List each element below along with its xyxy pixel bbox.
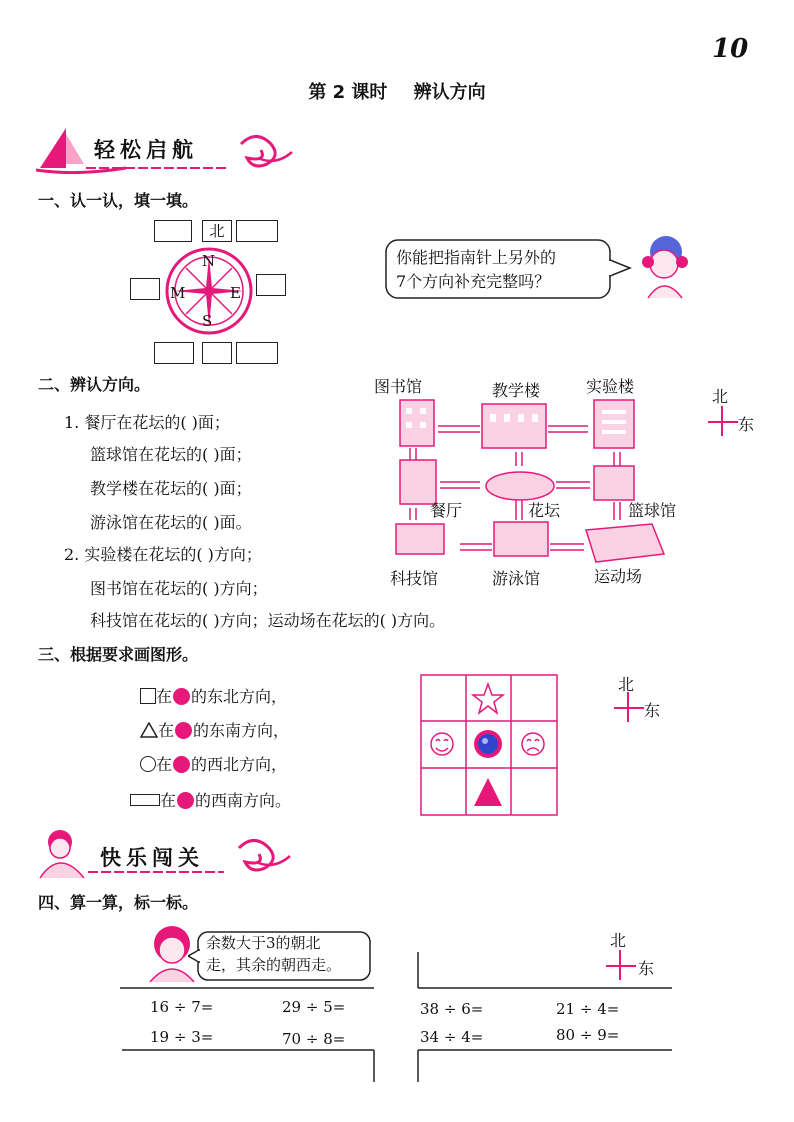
calc-19-div-3: 19 ÷ 3= [150, 1028, 214, 1046]
map-label-teaching: 教学楼 [492, 381, 541, 400]
q2-line-4: 游泳馆在花坛的( )面。 [90, 513, 252, 532]
direction-box-nw[interactable] [154, 220, 192, 242]
star-icon [473, 684, 503, 713]
drawing-grid[interactable] [420, 674, 558, 816]
rectangle-shape-icon [130, 794, 160, 806]
calc-80-div-9: 80 ÷ 9= [556, 1026, 620, 1044]
calc-34-div-4: 34 ÷ 4= [420, 1028, 484, 1046]
direction-box-east[interactable] [256, 274, 286, 296]
compass-e: E [230, 284, 241, 302]
calc-70-div-8: 70 ÷ 8= [282, 1030, 346, 1048]
center-dot-icon [177, 792, 194, 809]
banner-easy-start: 轻松启航 [94, 138, 198, 162]
q3-item-rectangle: 在 的西南方向。 [130, 788, 291, 811]
compass-n: N [202, 252, 216, 270]
pool-building-icon [494, 522, 548, 556]
q4-answer-lines [118, 950, 678, 1086]
page-number: 10 [712, 34, 749, 64]
lesson-number: 第 2 课时 [308, 82, 388, 103]
flower-bed-icon [486, 472, 554, 500]
direction-box-se[interactable] [236, 342, 278, 364]
calc-38-div-6: 38 ÷ 6= [420, 1000, 484, 1018]
page-title [0, 78, 794, 104]
map-label-lab: 实验楼 [586, 377, 635, 396]
center-dot-icon [173, 756, 190, 773]
direction-box-south[interactable] [202, 342, 232, 364]
q2-line-5: 2. 实验楼在花坛的( )方向； [64, 545, 262, 564]
q1-heading: 一、认一认，填一填。 [38, 191, 199, 210]
sports-field-icon [586, 524, 664, 562]
teaching-building-icon [482, 404, 546, 448]
q2-compass-east: 东 [738, 415, 755, 434]
q2-heading: 二、辨认方向。 [38, 375, 151, 394]
bubble-line-1: 你能把指南针上另外的 [396, 248, 557, 267]
triangle-shape-icon [140, 722, 158, 738]
map-label-pool: 游泳馆 [492, 569, 541, 588]
q2-line-7: 科技馆在花坛的( )方向；运动场在花坛的( )方向。 [90, 611, 446, 630]
campus-map [380, 370, 700, 590]
center-ball-icon [474, 730, 502, 758]
compass-s: S [202, 312, 213, 330]
girl-avatar-icon [634, 234, 698, 300]
q2-line-6: 图书馆在花坛的( )方向； [90, 579, 268, 598]
q4-compass-east: 东 [638, 959, 655, 978]
center-dot-icon [173, 688, 190, 705]
compass-cross-icon-q3 [612, 690, 646, 724]
calc-16-div-7: 16 ÷ 7= [150, 998, 214, 1016]
calc-21-div-4: 21 ÷ 4= [556, 1000, 620, 1018]
q2-compass-north: 北 [712, 387, 729, 406]
q4-bubble-line-2: 走，其余的朝西走。 [206, 956, 342, 974]
map-label-basketball: 篮球馆 [628, 501, 677, 520]
map-label-sports: 运动场 [594, 567, 643, 586]
q2-line-1: 1. 餐厅在花坛的( )面； [64, 413, 230, 432]
q3-item-triangle: 在 的东南方向， [140, 718, 289, 741]
q3-compass-north: 北 [618, 675, 635, 694]
q4-heading: 四、算一算，标一标。 [38, 893, 199, 912]
filled-triangle-icon [474, 778, 502, 806]
direction-box-sw[interactable] [154, 342, 194, 364]
map-label-library: 图书馆 [374, 377, 423, 396]
circle-shape-icon [140, 756, 156, 772]
basketball-building-icon [594, 466, 634, 500]
q3-compass-east: 东 [644, 701, 661, 720]
direction-box-ne[interactable] [236, 220, 278, 242]
q4-compass-north: 北 [610, 931, 627, 950]
q3-item-circle: 在 的西北方向， [140, 752, 287, 775]
compass-w: M [170, 284, 186, 302]
q3-heading: 三、根据要求画图形。 [38, 645, 199, 664]
center-dot-icon [175, 722, 192, 739]
smiley-face-icon [431, 733, 453, 755]
sail-icon [40, 128, 66, 168]
q2-line-2: 篮球馆在花坛的( )面； [90, 445, 252, 464]
calc-29-div-5: 29 ÷ 5= [282, 998, 346, 1016]
map-label-tech: 科技馆 [390, 569, 439, 588]
q4-bubble-line-1: 余数大于3的朝北 [206, 934, 321, 952]
q2-line-3: 教学楼在花坛的( )面； [90, 479, 252, 498]
map-label-flower: 花坛 [528, 501, 561, 520]
bubble-line-2: 7个方向补充完整吗？ [396, 272, 551, 291]
banner-happy-levels: 快乐闯关 [100, 846, 204, 870]
square-shape-icon [140, 688, 156, 704]
tech-building-icon [396, 524, 444, 554]
direction-box-west[interactable] [130, 278, 160, 300]
sad-face-icon [522, 733, 544, 755]
direction-box-north: 北 [202, 220, 232, 242]
q3-item-square: 在 的东北方向， [140, 684, 287, 707]
compass-cross-icon-q2 [706, 404, 740, 438]
lesson-topic: 辨认方向 [413, 82, 486, 103]
library-building-icon [400, 400, 434, 446]
map-label-restaurant: 餐厅 [430, 501, 463, 520]
